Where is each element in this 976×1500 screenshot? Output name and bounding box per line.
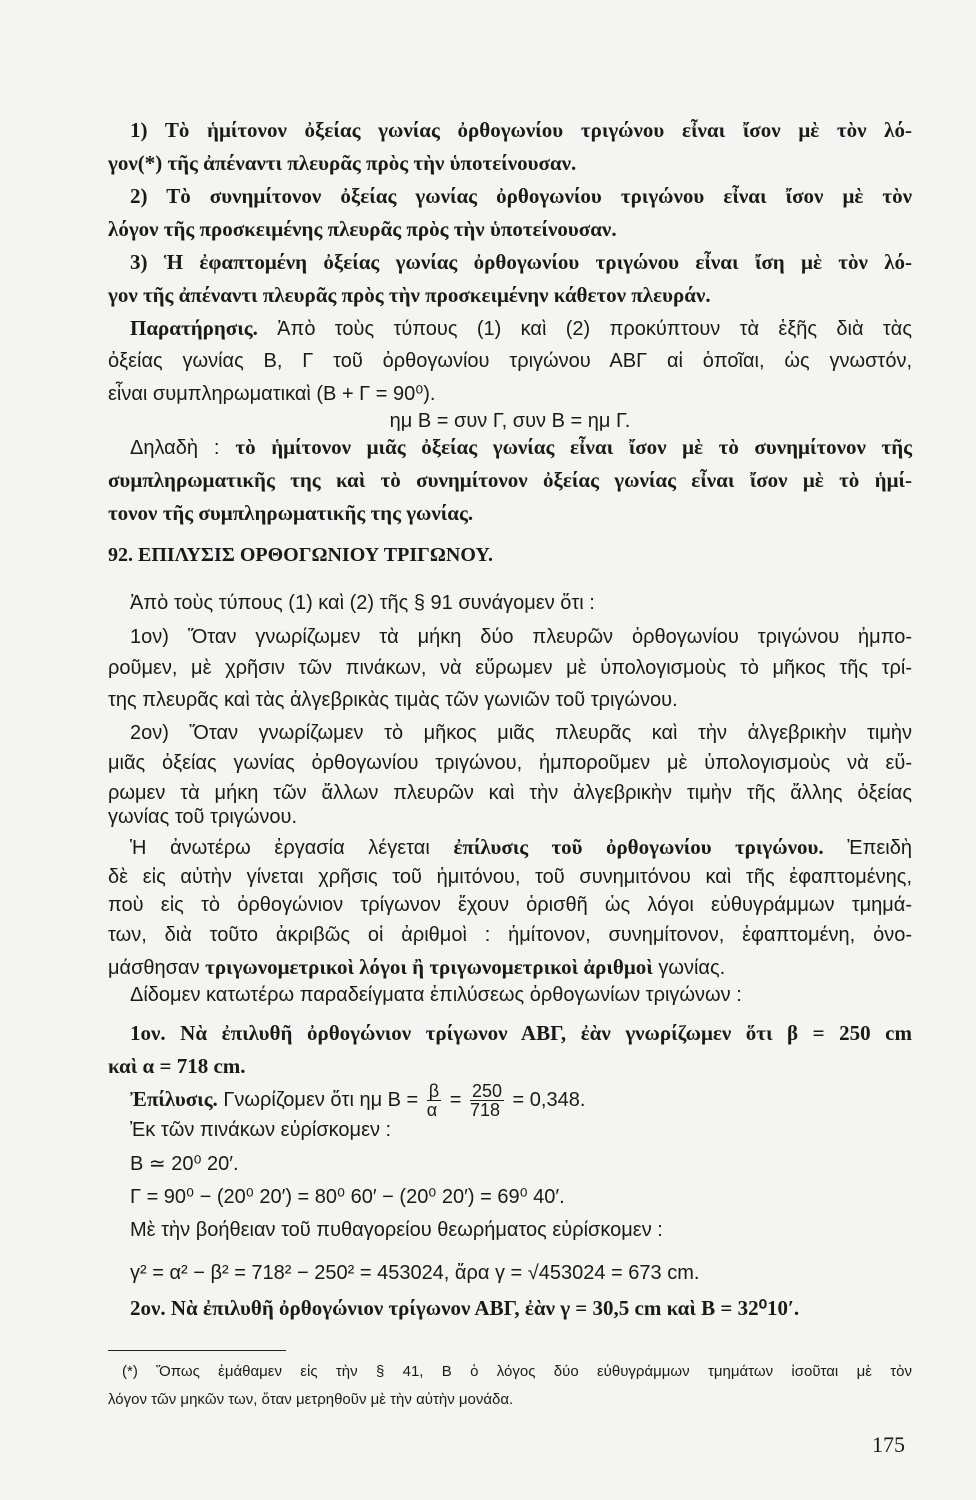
body-line: γωνίας τοῦ τριγώνου.	[108, 806, 298, 828]
footnote-divider	[108, 1350, 286, 1351]
solution-line: γ² = α² − β² = 718² − 250² = 453024, ἄρα γ = √453024 = 673 cm.	[130, 1262, 700, 1284]
text: γωνίας.	[652, 957, 726, 979]
rule-1-line: 1) Τὸ ἡμίτονον ὀξείας γωνίας ὀρθογωνίου τριγώνου εἶναι ἴσον μὲ τὸν λό-	[130, 118, 912, 142]
footnote: λόγον τῶν μηκῶν των, ὅταν μετρηθοῦν μὲ τὴν αὐτὴν μονάδα.	[108, 1391, 514, 1408]
rule-2-line: 2) Τὸ συνημίτονον ὀξείας γωνίας ὀρθογωνίου τριγώνου εἶναι ἴσον μὲ τὸν	[130, 184, 912, 208]
body-line	[130, 832, 912, 862]
rule-3-line: γον τῆς ἀπέναντι πλευρᾶς πρὸς τὴν προσκειμένην κάθετον πλευράν.	[108, 283, 711, 307]
numerator: 250	[471, 1081, 502, 1101]
body-line: Δίδομεν κατωτέρω παραδείγματα ἐπιλύσεως ὀρθογωνίων τριγώνων :	[130, 984, 742, 1006]
fraction	[427, 1082, 441, 1119]
text: Δηλαδὴ :	[130, 437, 236, 459]
example-2-title: 2ον. Νὰ ἐπιλυθῆ ὀρθογώνιον τρίγωνον ΑΒΓ, ἐὰν γ = 30,5 cm καὶ Β = 32⁰10′.	[130, 1296, 800, 1320]
body-line: ροῦμεν, μὲ χρῆσιν τῶν πινάκων, νὰ εὕρωμεν μὲ ὑπολογισμοὺς τὸ μῆκος τῆς τρί-	[108, 657, 912, 679]
remark-line	[130, 313, 912, 343]
body-line	[108, 952, 912, 982]
footnote: (*) Ὅπως ἐμάθαμεν εἰς τὴν § 41, Β ὁ λόγος δύο εὐθυγράμμων τμημάτων ἰσοῦται μὲ τὸν	[122, 1363, 912, 1380]
body-line: ρωμεν τὰ μήκη τῶν ἄλλων πλευρῶν καὶ τὴν ἀλγεβρικὴν τιμὴν τῆς ἄλλης ὀξείας	[108, 782, 912, 804]
body-line: Ἀπὸ τοὺς τύπους (1) καὶ (2) τῆς § 91 συνάγομεν ὅτι :	[130, 592, 595, 614]
remark-line: εἶναι συμπληρωματικαὶ (Β + Γ = 90⁰).	[108, 383, 436, 405]
example-1-title: 1ον. Νὰ ἐπιλυθῆ ὀρθογώνιον τρίγωνον ΑΒΓ, ἐὰν γνωρίζωμεν ὅτι β = 250 cm	[130, 1021, 912, 1045]
text: =	[444, 1088, 467, 1111]
text: τὸ ἡμίτονον μιᾶς ὀξείας γωνίας εἶναι ἴσον μὲ τὸ συνημίτονον τῆς	[235, 435, 912, 459]
solution-label: Ἐπίλυσις.	[130, 1086, 218, 1111]
body-line: μιᾶς ὀξείας γωνίας ὀρθογωνίου τριγώνου, ἠμποροῦμεν μὲ ὑπολογισμοὺς νὰ εὕ-	[108, 752, 912, 774]
solution-line: Β ≃ 20⁰ 20′.	[130, 1153, 239, 1175]
denominator: 718	[469, 1100, 500, 1120]
body-line: 1ον) Ὅταν γνωρίζωμεν τὰ μήκη δύο πλευρῶν ὀρθογωνίου τριγώνου ἠμπο-	[130, 626, 912, 648]
formula-line: ημ Β = συν Γ, συν Β = ημ Γ.	[389, 410, 631, 432]
body-line: ποὺ εἰς τὸ ὀρθογώνιον τρίγωνον ἔχουν ὁρισθῆ ὡς λόγοι εὐθυγράμμων τμημά-	[108, 894, 912, 916]
body-line: 2ον) Ὅταν γνωρίζωμεν τὸ μῆκος μιᾶς πλευρᾶς καὶ τὴν ἀλγεβρικὴν τιμὴν	[130, 722, 912, 744]
denominator: α	[426, 1100, 438, 1120]
text: Γνωρίζομεν ὅτι ημ Β =	[217, 1088, 424, 1111]
text: τριγωνομετρικοὶ λόγοι ἢ τριγωνομετρικοὶ ἀριθμοὶ	[205, 955, 653, 979]
solution-line: Γ = 90⁰ − (20⁰ 20′) = 80⁰ 60′ − (20⁰ 20′) = 69⁰ 40′.	[130, 1186, 565, 1208]
conclusion-line: συμπληρωματικῆς της καὶ τὸ συνημίτονον ὀξείας γωνίας εἶναι ἴσον μὲ τὸ ἡμί-	[108, 468, 912, 492]
rule-2-line: λόγον τῆς προσκειμένης πλευρᾶς πρὸς τὴν ὑποτείνουσαν.	[108, 217, 617, 241]
page-number: 175	[872, 1432, 905, 1457]
example-1-title: καὶ α = 718 cm.	[108, 1054, 246, 1078]
text: Ἡ ἀνωτέρω ἐργασία λέγεται	[130, 837, 454, 859]
body-line: της πλευρᾶς καὶ τὰς ἀλγεβρικὰς τιμὰς τῶν γωνιῶν τοῦ τριγώνου.	[108, 689, 678, 711]
fraction	[470, 1082, 504, 1119]
text: = 0,348.	[506, 1088, 586, 1111]
conclusion-line	[130, 432, 912, 462]
remark-label: Παρατήρησις.	[130, 316, 258, 340]
solution-line: Μὲ τὴν βοήθειαν τοῦ πυθαγορείου θεωρήματος εὑρίσκομεν :	[130, 1219, 663, 1241]
solution-line: Ἐκ τῶν πινάκων εὑρίσκομεν :	[130, 1119, 392, 1141]
conclusion-line: τονον τῆς συμπληρωματικῆς της γωνίας.	[108, 501, 474, 525]
body-line: των, διὰ τοῦτο ἀκριβῶς οἱ ἀριθμοὶ : ἡμίτονον, συνημίτονον, ἐφαπτομένη, ὀνο-	[108, 924, 912, 946]
text: Ἀπὸ τοὺς τύπους (1) καὶ (2) προκύπτουν τὰ ἑξῆς διὰ τὰς	[257, 318, 912, 340]
solution-line	[130, 1081, 912, 1120]
body-line: δὲ εἰς αὐτὴν γίνεται χρῆσις τοῦ ἡμιτόνου, τοῦ συνημιτόνου καὶ τῆς ἐφαπτομένης,	[108, 866, 912, 888]
text: μάσθησαν	[108, 957, 206, 979]
numerator: β	[428, 1081, 440, 1101]
rule-1-line: γον(*) τῆς ἀπέναντι πλευρᾶς πρὸς τὴν ὑποτείνουσαν.	[108, 151, 577, 175]
section-heading: 92. ΕΠΙΛΥΣΙΣ ΟΡΘΟΓΩΝΙΟΥ ΤΡΙΓΩΝΟΥ.	[108, 544, 493, 566]
rule-3-line: 3) Ἡ ἐφαπτομένη ὀξείας γωνίας ὀρθογωνίου τριγώνου εἶναι ἴση μὲ τὸν λό-	[130, 250, 912, 274]
text: ἐπίλυσις τοῦ ὀρθογωνίου τριγώνου.	[453, 835, 824, 859]
remark-line: ὀξείας γωνίας Β, Γ τοῦ ὀρθογωνίου τριγώνου ΑΒΓ αἱ ὁποῖαι, ὡς γνωστόν,	[108, 350, 912, 372]
text: Ἐπειδὴ	[823, 837, 912, 859]
